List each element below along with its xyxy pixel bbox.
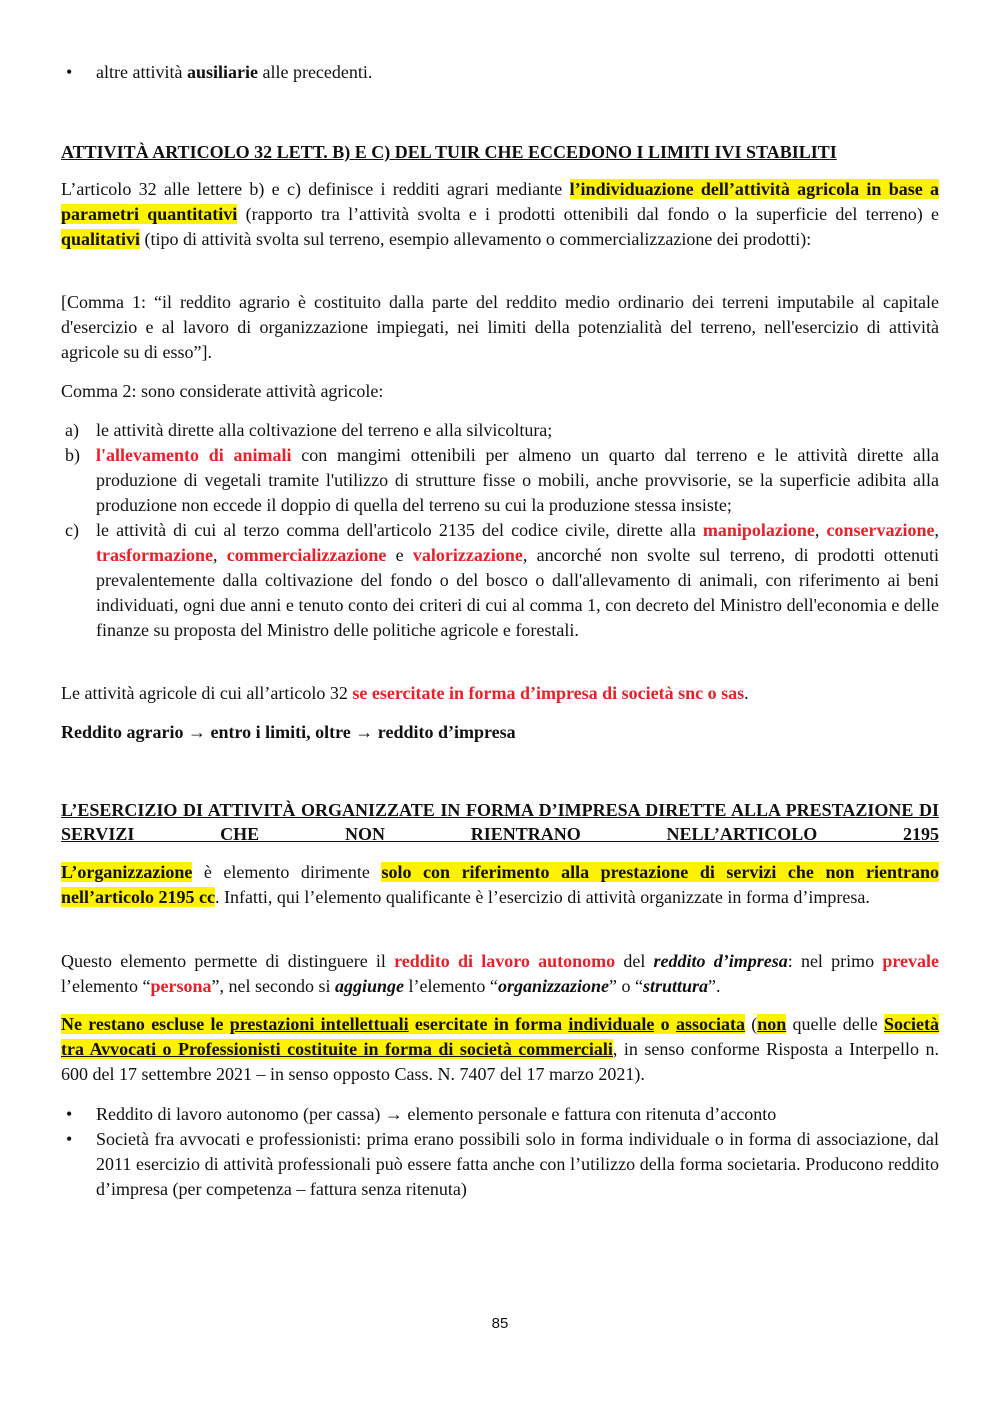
paragraph: Comma 2: sono considerate attività agricole: [61,381,384,401]
section1-heading-block [61,140,939,164]
highlight: o [654,1014,676,1034]
list-item: • altre attività ausiliarie alle precedenti. [61,60,939,85]
highlight: non [757,1014,787,1034]
highlight: prestazioni intellettuali [229,1014,409,1034]
highlight: L’organizzazione [61,862,193,882]
paragraph: Le attività agricole di cui all’articolo 32 se esercitate in forma d’impresa di società snc o sas. [61,683,749,703]
alpha-list [61,418,939,643]
bullet-list [61,1102,939,1202]
highlight: Ne restano escluse le [61,1014,230,1034]
highlight: l’individuazione dell’attività agricola in base a parametri quantitativi [61,179,940,224]
section2-heading-block [61,798,939,846]
section1-summary [61,720,939,745]
section-heading: L’ESERCIZIO DI ATTIVITÀ ORGANIZZATE IN FORMA D’IMPRESA DIRETTE ALLA PRESTAZIONE DI SERVIZI CHE NON RIENTRANO NELL’ARTICOLO 2195 [61,800,939,844]
section2-paragraph3 [61,1012,939,1087]
summary-line: Reddito agrario → entro i limiti, oltre → reddito d’impresa [61,722,516,742]
highlight: Società tra Avvocati o Professionisti costituite in forma di società commerciali [61,1014,940,1059]
list-item: b) l'allevamento di animali con mangimi ottenibili per almeno un quarto dal terreno e le attività dirette alla produzione di vegetali tramite l'utilizzo di strutture fisse o mobili, anche provvisorie, se la superficie adibita alla produzione non eccede il doppio di quella del terreno su cui la produzione stessa insiste; [65,445,939,515]
section2-bullets [61,1102,939,1202]
section1-comma2 [61,379,939,404]
highlight: qualitativi [61,229,141,249]
highlight: solo con riferimento alla prestazione di servizi che non rientrano nell’articolo 2195 cc [61,862,939,907]
top-bullet-list [61,60,939,85]
paragraph: Questo elemento permette di distinguere il reddito di lavoro autonomo del reddito d’impresa: nel primo prevale l’elemento “persona”, nel secondo si aggiunge l’elemento “organizzazione” o “struttura”. [61,951,939,996]
page-number: 85 [491,1315,509,1332]
list-item: c) le attività di cui al terzo comma dell'articolo 2135 del codice civile, dirette alla manipolazione, conservazione, trasformazione, commercializzazione e valorizzazione, ancorché non svolte sul terreno, di prodotti ottenuti prevalentemente dalla coltivazione del fondo o del bosco o dall'allevamento di animali, con riferimento ai beni individuati, ogni due anni e tenuto conto dei criteri di cui al comma 1, con decreto del Ministro dell'economia e delle finanze su proposta del Ministro delle politiche agricole e forestali. [65,520,940,640]
paragraph: L’articolo 32 alle lettere b) e c) definisce i redditi agrari mediante l’individuazione dell’attività agricola in base a parametri quantitativi (rapporto tra l’attività svolta e i prodotti ottenibili dal fondo o la superficie del terreno) e qualitativi (tipo di attività svolta sul terreno, esempio allevamento o commercializzazione dei prodotti): [61,179,940,249]
list-item: • Reddito di lavoro autonomo (per cassa) → elemento personale e fattura con ritenuta d’acconto [61,1102,939,1127]
highlight: esercitate in forma [408,1014,569,1034]
highlight: individuale [568,1014,655,1034]
section2-paragraph2 [61,949,939,999]
top-bullet-block [61,60,939,85]
section1-closing [61,681,939,706]
section1-comma1 [61,290,939,365]
paragraph: L’organizzazione è elemento dirimente solo con riferimento alla prestazione di servizi che non rientrano nell’articolo 2195 cc. Infatti, qui l’elemento qualificante è l’esercizio di attività organizzate in forma d’impresa. [61,862,939,907]
list-item: • Società fra avvocati e professionisti: prima erano possibili solo in forma individuale o in forma di associazione, dal 2011 esercizio di attività professionali può essere fatta anche con l’utilizzo della forma societaria. Producono reddito d’impresa (per competenza – fattura senza ritenuta) [61,1127,939,1202]
highlight: associata [675,1014,745,1034]
section-heading: ATTIVITÀ ARTICOLO 32 LETT. B) E C) DEL TUIR CHE ECCEDONO I LIMITI IVI STABILITI [61,142,837,162]
section1-intro [61,177,939,252]
section1-activities-list [61,418,939,643]
section2-paragraph1 [61,860,939,910]
paragraph: Ne restano escluse le prestazioni intellettuali esercitate in forma individuale o associata (non quelle delle Società tra Avvocati o Professionisti costituite in forma di società commerciali, in senso conforme Risposta a Interpello n. 600 del 17 settembre 2021 – in senso opposto Cass. N. 7407 del 17 marzo 2021). [61,1014,940,1084]
list-item: a) le attività dirette alla coltivazione del terreno e alla silvicoltura; [65,420,553,440]
paragraph: [Comma 1: “il reddito agrario è costituito dalla parte del reddito medio ordinario dei terreni imputabile al capitale d'esercizio e al lavoro di organizzazione impiegati, nei limiti della potenzialità del terreno, nell'esercizio di attività agricole su di esso”]. [61,292,939,362]
